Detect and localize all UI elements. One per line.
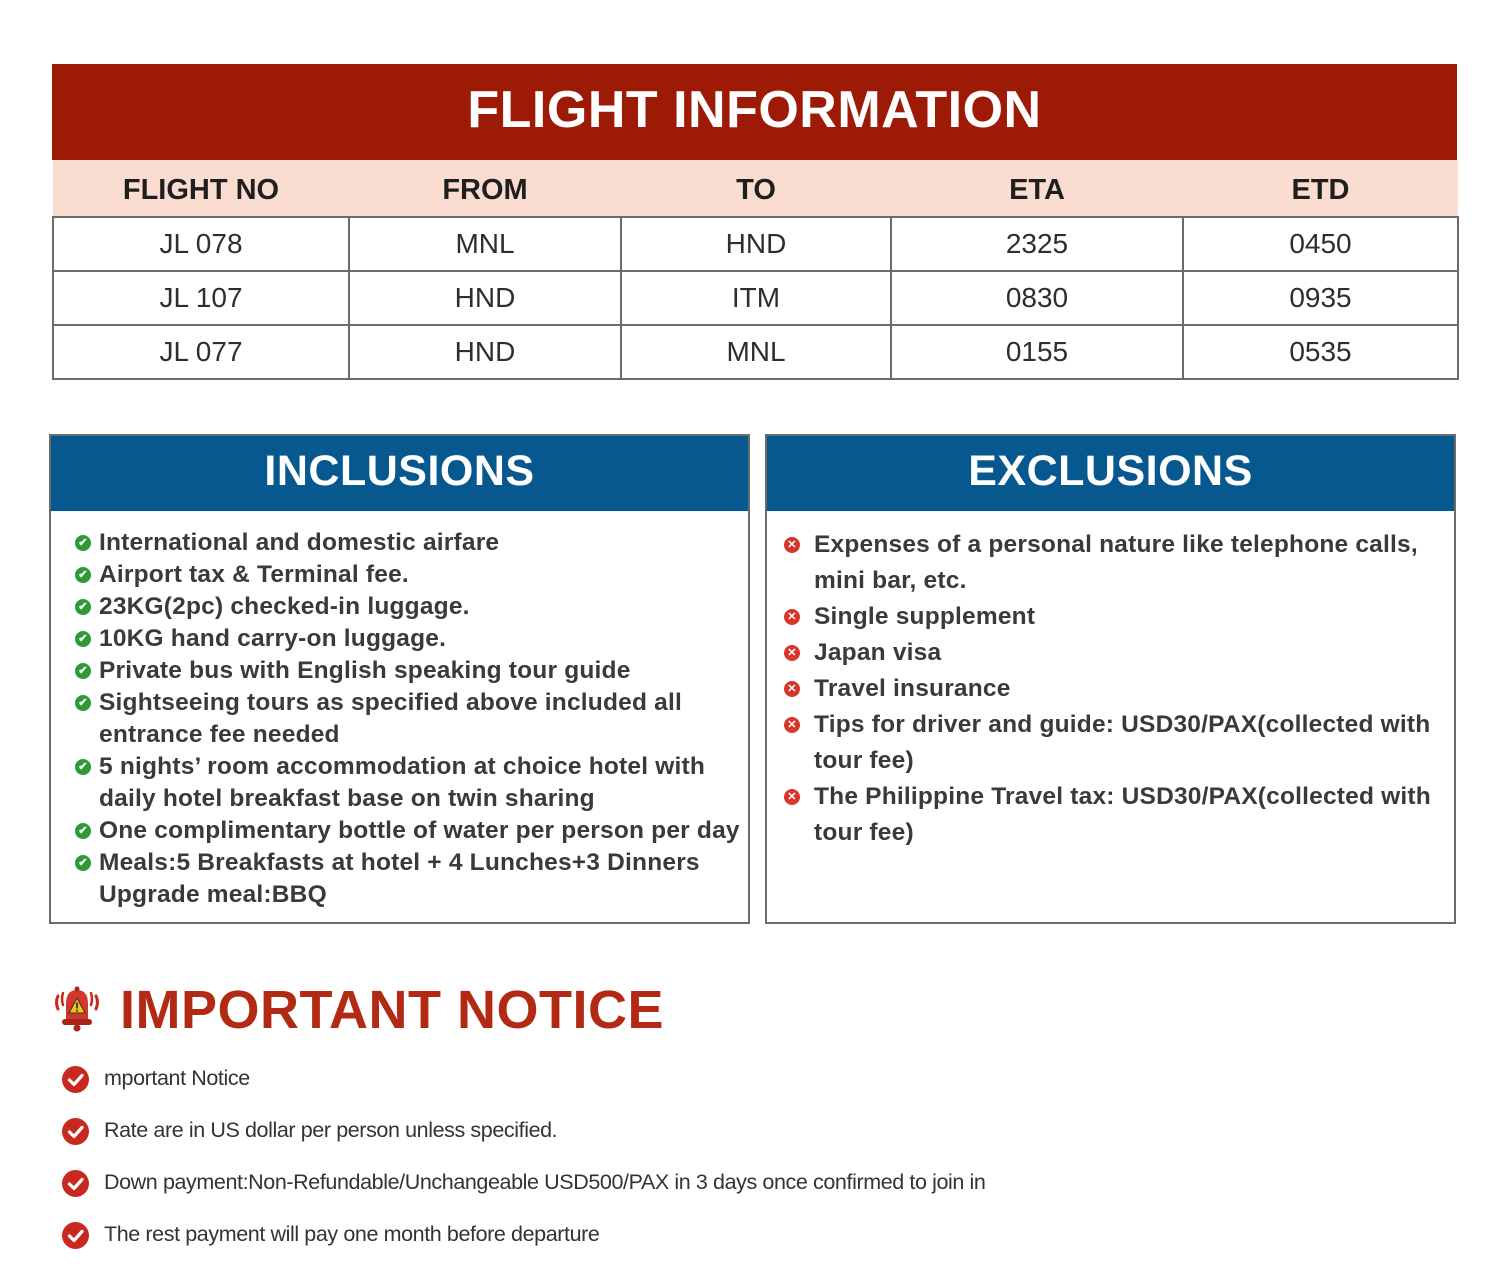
list-item-text: 5 nights’ room accommodation at choice hotel with daily hotel breakfast base on twin sharing xyxy=(99,753,706,812)
check-circle-icon: ✔ xyxy=(75,695,91,711)
list-item xyxy=(784,707,1454,779)
list-item xyxy=(62,1060,985,1112)
list-item-text: Tips for driver and guide: USD30/PAX(collected with tour fee) xyxy=(814,711,1431,774)
list-item-text: Airport tax & Terminal fee. xyxy=(99,561,409,588)
list-item-text: Private bus with English speaking tour guide xyxy=(99,657,631,684)
list-item-text: One complimentary bottle of water per person per day xyxy=(99,817,740,844)
check-circle-icon: ✔ xyxy=(75,567,91,583)
column-header-eta: ETA xyxy=(891,160,1183,217)
table-row xyxy=(53,325,1458,379)
cell-eta: 0155 xyxy=(891,325,1183,379)
exclusions-title: EXCLUSIONS xyxy=(767,436,1454,511)
list-item xyxy=(784,635,1454,671)
flight-information-title: FLIGHT INFORMATION xyxy=(52,64,1457,160)
x-circle-icon: ✕ xyxy=(784,537,800,553)
cell-etd: 0450 xyxy=(1183,217,1458,271)
check-circle-icon: ✔ xyxy=(75,631,91,647)
table-row xyxy=(53,217,1458,271)
list-item xyxy=(75,559,748,591)
list-item xyxy=(75,751,748,815)
check-circle-icon: ✔ xyxy=(75,599,91,615)
alarm-bell-icon xyxy=(52,982,102,1032)
flight-table xyxy=(52,160,1459,380)
check-circle-icon xyxy=(62,1222,89,1249)
cell-flight-no: JL 077 xyxy=(53,325,349,379)
cell-from: HND xyxy=(349,271,621,325)
list-item xyxy=(784,527,1454,599)
list-item xyxy=(75,527,748,559)
list-item xyxy=(75,815,748,847)
cell-from: MNL xyxy=(349,217,621,271)
list-item-text: Expenses of a personal nature like telephone calls, mini bar, etc. xyxy=(814,531,1418,594)
list-item xyxy=(62,1112,985,1164)
inclusions-list xyxy=(51,511,748,911)
table-row xyxy=(53,271,1458,325)
list-item-text: Travel insurance xyxy=(814,675,1011,702)
check-circle-icon: ✔ xyxy=(75,855,91,871)
list-item xyxy=(75,623,748,655)
exclusions-box xyxy=(765,434,1456,924)
notice-list xyxy=(62,1060,985,1268)
cell-eta: 0830 xyxy=(891,271,1183,325)
list-item-text: 10KG hand carry-on luggage. xyxy=(99,625,447,652)
check-circle-icon: ✔ xyxy=(75,823,91,839)
flight-information-section xyxy=(52,64,1457,380)
column-header-to: TO xyxy=(621,160,891,217)
list-item-text: Down payment:Non-Refundable/Unchangeable USD500/PAX in 3 days once confirmed to join in xyxy=(104,1170,986,1194)
list-item xyxy=(784,671,1454,707)
cell-etd: 0935 xyxy=(1183,271,1458,325)
list-item-text: Meals:5 Breakfasts at hotel + 4 Lunches+3 Dinners Upgrade meal:BBQ xyxy=(99,849,700,908)
list-item xyxy=(784,599,1454,635)
cell-from: HND xyxy=(349,325,621,379)
cell-to: ITM xyxy=(621,271,891,325)
list-item xyxy=(75,687,748,751)
list-item xyxy=(75,591,748,623)
list-item-text: The rest payment will pay one month before departure xyxy=(104,1222,600,1246)
list-item-text: mportant Notice xyxy=(104,1066,250,1090)
inclusions-title: INCLUSIONS xyxy=(51,436,748,511)
check-circle-icon: ✔ xyxy=(75,535,91,551)
list-item xyxy=(75,847,748,911)
list-item-text: Sightseeing tours as specified above included all entrance fee needed xyxy=(99,689,682,748)
x-circle-icon: ✕ xyxy=(784,609,800,625)
x-circle-icon: ✕ xyxy=(784,789,800,805)
cell-flight-no: JL 078 xyxy=(53,217,349,271)
cell-to: HND xyxy=(621,217,891,271)
x-circle-icon: ✕ xyxy=(784,681,800,697)
list-item xyxy=(62,1216,985,1268)
list-item-text: Single supplement xyxy=(814,603,1036,630)
check-circle-icon: ✔ xyxy=(75,759,91,775)
cell-etd: 0535 xyxy=(1183,325,1458,379)
x-circle-icon: ✕ xyxy=(784,645,800,661)
list-item xyxy=(62,1164,985,1216)
exclusions-list xyxy=(767,511,1454,851)
flight-table-header xyxy=(53,160,1458,217)
check-circle-icon xyxy=(62,1118,89,1145)
list-item xyxy=(75,655,748,687)
important-notice-title: IMPORTANT NOTICE xyxy=(120,980,664,1040)
cell-to: MNL xyxy=(621,325,891,379)
cell-flight-no: JL 107 xyxy=(53,271,349,325)
list-item-text: Japan visa xyxy=(814,639,942,666)
check-circle-icon xyxy=(62,1066,89,1093)
x-circle-icon: ✕ xyxy=(784,717,800,733)
list-item-text: Rate are in US dollar per person unless specified. xyxy=(104,1118,558,1142)
column-header-flight-no: FLIGHT NO xyxy=(53,160,349,217)
inclusions-box xyxy=(49,434,750,924)
cell-eta: 2325 xyxy=(891,217,1183,271)
list-item-text: 23KG(2pc) checked-in luggage. xyxy=(99,593,470,620)
list-item-text: International and domestic airfare xyxy=(99,529,500,556)
column-header-etd: ETD xyxy=(1183,160,1458,217)
check-circle-icon: ✔ xyxy=(75,663,91,679)
column-header-from: FROM xyxy=(349,160,621,217)
list-item xyxy=(784,779,1454,851)
check-circle-icon xyxy=(62,1170,89,1197)
list-item-text: The Philippine Travel tax: USD30/PAX(collected with tour fee) xyxy=(814,783,1431,846)
